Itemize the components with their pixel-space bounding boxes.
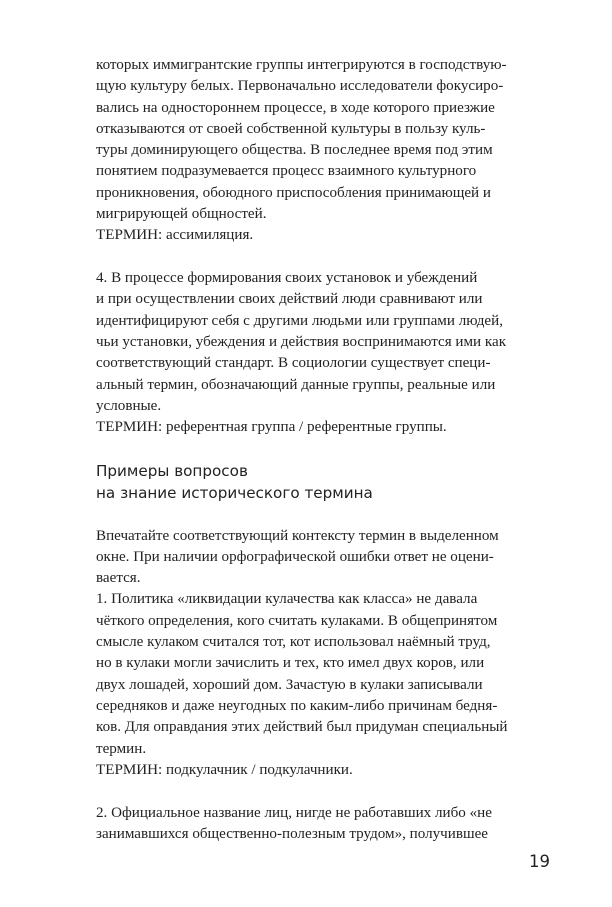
text-line: вались на одностороннем процессе, в ходе которого приезжие bbox=[96, 99, 495, 116]
paragraph-instructions-question-1 bbox=[96, 526, 566, 782]
text-line: двух лошадей, хороший дом. Зачастую в кулаки записывали bbox=[96, 676, 483, 693]
heading-line: Примеры вопросов bbox=[96, 462, 248, 481]
text-line: окне. При наличии орфографической ошибки ответ не оцени- bbox=[96, 548, 494, 565]
spacer bbox=[96, 439, 566, 461]
text-line: занимавшихся общественно-полезным трудом», получившее bbox=[96, 825, 488, 842]
text-line: чьи установки, убеждения и действия воспринимаются ими как bbox=[96, 334, 507, 351]
text-line: щую культуру белых. Первоначально исследователи фокусиро- bbox=[96, 78, 504, 95]
spacer bbox=[96, 504, 566, 526]
text-line: которых иммигрантские группы интегрируются в господствую- bbox=[96, 57, 507, 73]
text-line: Впечатайте соответствующий контексту термин в выделенном bbox=[96, 527, 499, 544]
paragraph-question-4 bbox=[96, 268, 566, 438]
text-line: соответствующий стандарт. В социологии существует специ- bbox=[96, 355, 491, 372]
text-line: 4. В процессе формирования своих установок и убеждений bbox=[96, 270, 478, 287]
text-line: смысле кулаком считался тот, кот использовал наёмный труд, bbox=[96, 634, 491, 651]
section-heading bbox=[96, 460, 566, 504]
spacer bbox=[96, 247, 566, 269]
text-line: мигрирующей общностей. bbox=[96, 206, 267, 223]
text-line: середняков и даже неугодных по каким-либо причинам бедня- bbox=[96, 697, 498, 714]
text-line: 2. Официальное название лиц, нигде не работавших либо «не bbox=[96, 804, 492, 821]
term-answer: ТЕРМИН: ассимиляция. bbox=[96, 227, 254, 244]
text-line: но в кулаки могли зачислить и тех, кто имел двух коров, или bbox=[96, 655, 485, 672]
text-line: 1. Политика «ликвидации кулачества как класса» не давала bbox=[96, 591, 478, 608]
text-line: ков. Для оправдания этих действий был придуман специальный bbox=[96, 719, 508, 736]
text-line: и при осуществлении своих действий люди сравнивают или bbox=[96, 291, 483, 308]
text-line: проникновения, обоюдного приспособления принимающей и bbox=[96, 184, 491, 201]
text-line: чёткого определения, кого считать кулаками. В общепринятом bbox=[96, 612, 498, 629]
term-answer: ТЕРМИН: референтная группа / референтные группы. bbox=[96, 419, 447, 436]
text-line: альный термин, обозначающий данные группы, реальные или bbox=[96, 376, 496, 393]
page-number: 19 bbox=[529, 852, 550, 871]
text-line: термин. bbox=[96, 740, 147, 757]
text-line: понятием подразумевается процесс взаимного культурного bbox=[96, 163, 477, 180]
text-line: вается. bbox=[96, 570, 141, 587]
term-answer: ТЕРМИН: подкулачник / подкулачники. bbox=[96, 761, 353, 778]
text-line: идентифицируют себя с другими людьми или группами людей, bbox=[96, 312, 503, 329]
spacer bbox=[96, 781, 566, 803]
paragraph-question-2 bbox=[96, 803, 566, 846]
paragraph-assimilation bbox=[96, 55, 566, 247]
heading-line: на знание исторического термина bbox=[96, 484, 373, 503]
text-line: отказываются от своей собственной культуры в пользу куль- bbox=[96, 120, 486, 137]
text-line: туры доминирующего общества. В последнее время под этим bbox=[96, 142, 493, 159]
text-line: условные. bbox=[96, 397, 162, 414]
page-content bbox=[96, 55, 566, 845]
